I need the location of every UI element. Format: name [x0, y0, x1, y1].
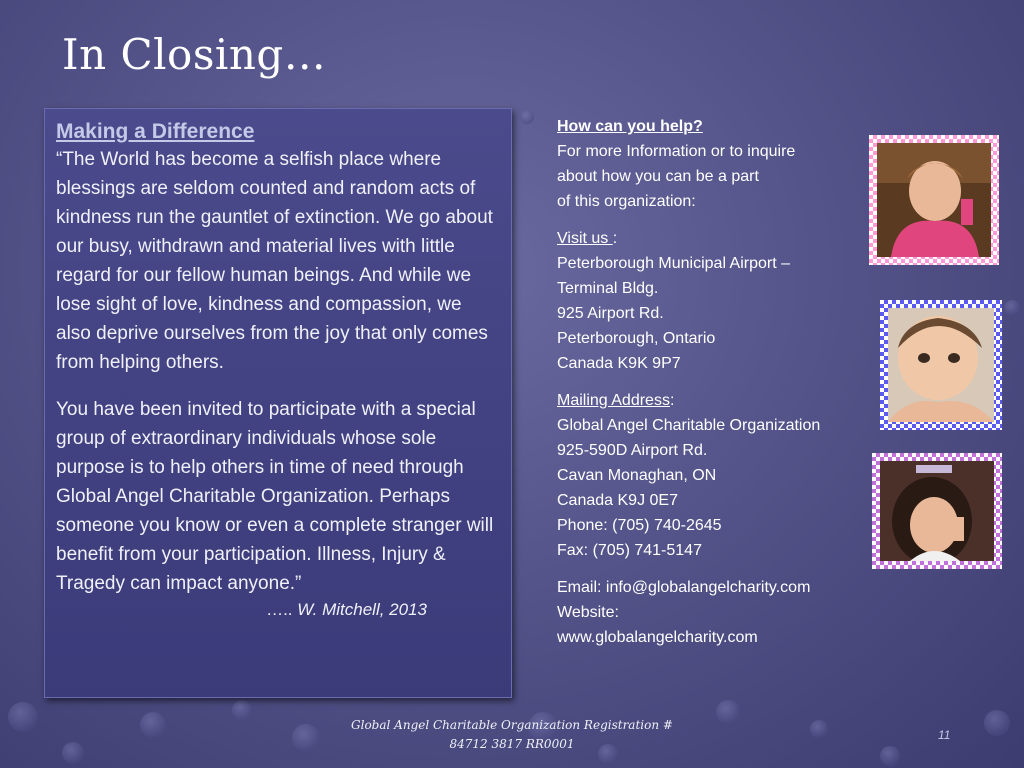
- quote-signature: [56, 600, 499, 620]
- mailing-address-line: Cavan Monaghan, ON: [557, 467, 717, 484]
- quote-heading: Making a Difference: [56, 120, 255, 143]
- mailing-colon: :: [669, 392, 675, 409]
- quote-paragraph-1: “The World has become a selfish place where blessings are seldom counted and random acts of kindness run the gauntlet of extinction. We go about our busy, withdrawn and material lives with little regard for our fellow human beings. And while we lose sight of love, kindness and compassion, we also deprive ourselves from the joy that only comes from helping others.: [56, 149, 493, 373]
- visit-colon: :: [612, 230, 618, 247]
- visit-address-line: Peterborough, Ontario: [557, 330, 716, 347]
- signature-author: W. Mitchell, 2013: [297, 600, 427, 619]
- help-text-line: For more Information or to inquire: [557, 143, 796, 160]
- help-section: [557, 114, 887, 214]
- mailing-address-line: Global Angel Charitable Organization: [557, 417, 821, 434]
- footer-registration: [340, 716, 684, 754]
- email-address: Email: info@globalangelcharity.com: [557, 579, 811, 596]
- help-text-line: about how you can be a part: [557, 168, 759, 185]
- quote-panel: [44, 108, 512, 698]
- signature-dots: …..: [266, 600, 298, 619]
- quote-paragraph-2: You have been invited to participate with a special group of extraordinary individuals whose sole purpose is to help others in time of need through Global Angel Charitable Organization. Perhaps someone you know or even a complete stranger will benefit from your participation. Illness, Injury & Tragedy can impact anyone.”: [56, 399, 494, 594]
- photo-baby-blue-frame: [880, 300, 1002, 430]
- visit-label: Visit us: [557, 230, 613, 247]
- website-label: Website:: [557, 604, 619, 621]
- mailing-address-line: Canada K9J 0E7: [557, 492, 678, 509]
- mailing-heading: [557, 388, 887, 413]
- slide-title: In Closing…: [62, 30, 327, 79]
- photo-image: [888, 308, 994, 422]
- photo-image: [880, 461, 994, 561]
- photo-image: [877, 143, 991, 257]
- fax-number: Fax: (705) 741-5147: [557, 542, 702, 559]
- mailing-label: Mailing Address: [557, 392, 670, 409]
- visit-address-line: Canada K9K 9P7: [557, 355, 681, 372]
- online-section: [557, 575, 887, 650]
- phone-number: Phone: (705) 740-2645: [557, 517, 722, 534]
- photo-baby-pink-frame: [869, 135, 999, 265]
- contact-info: [557, 114, 887, 662]
- visit-address-line: Terminal Bldg.: [557, 280, 659, 297]
- mailing-section: [557, 388, 887, 563]
- visit-address-line: 925 Airport Rd.: [557, 305, 664, 322]
- help-text-line: of this organization:: [557, 193, 696, 210]
- help-heading: How can you help?: [557, 118, 703, 135]
- footer-line: Global Angel Charitable Organization Registration #: [351, 718, 673, 732]
- mailing-address-line: 925-590D Airport Rd.: [557, 442, 708, 459]
- visit-address-line: Peterborough Municipal Airport –: [557, 255, 791, 272]
- website-url: www.globalangelcharity.com: [557, 629, 758, 646]
- photo-girl-purple-frame: [872, 453, 1002, 569]
- visit-heading: [557, 226, 887, 251]
- footer-line: 84712 3817 RR0001: [449, 737, 575, 751]
- visit-section: [557, 226, 887, 376]
- page-number: 11: [938, 728, 951, 742]
